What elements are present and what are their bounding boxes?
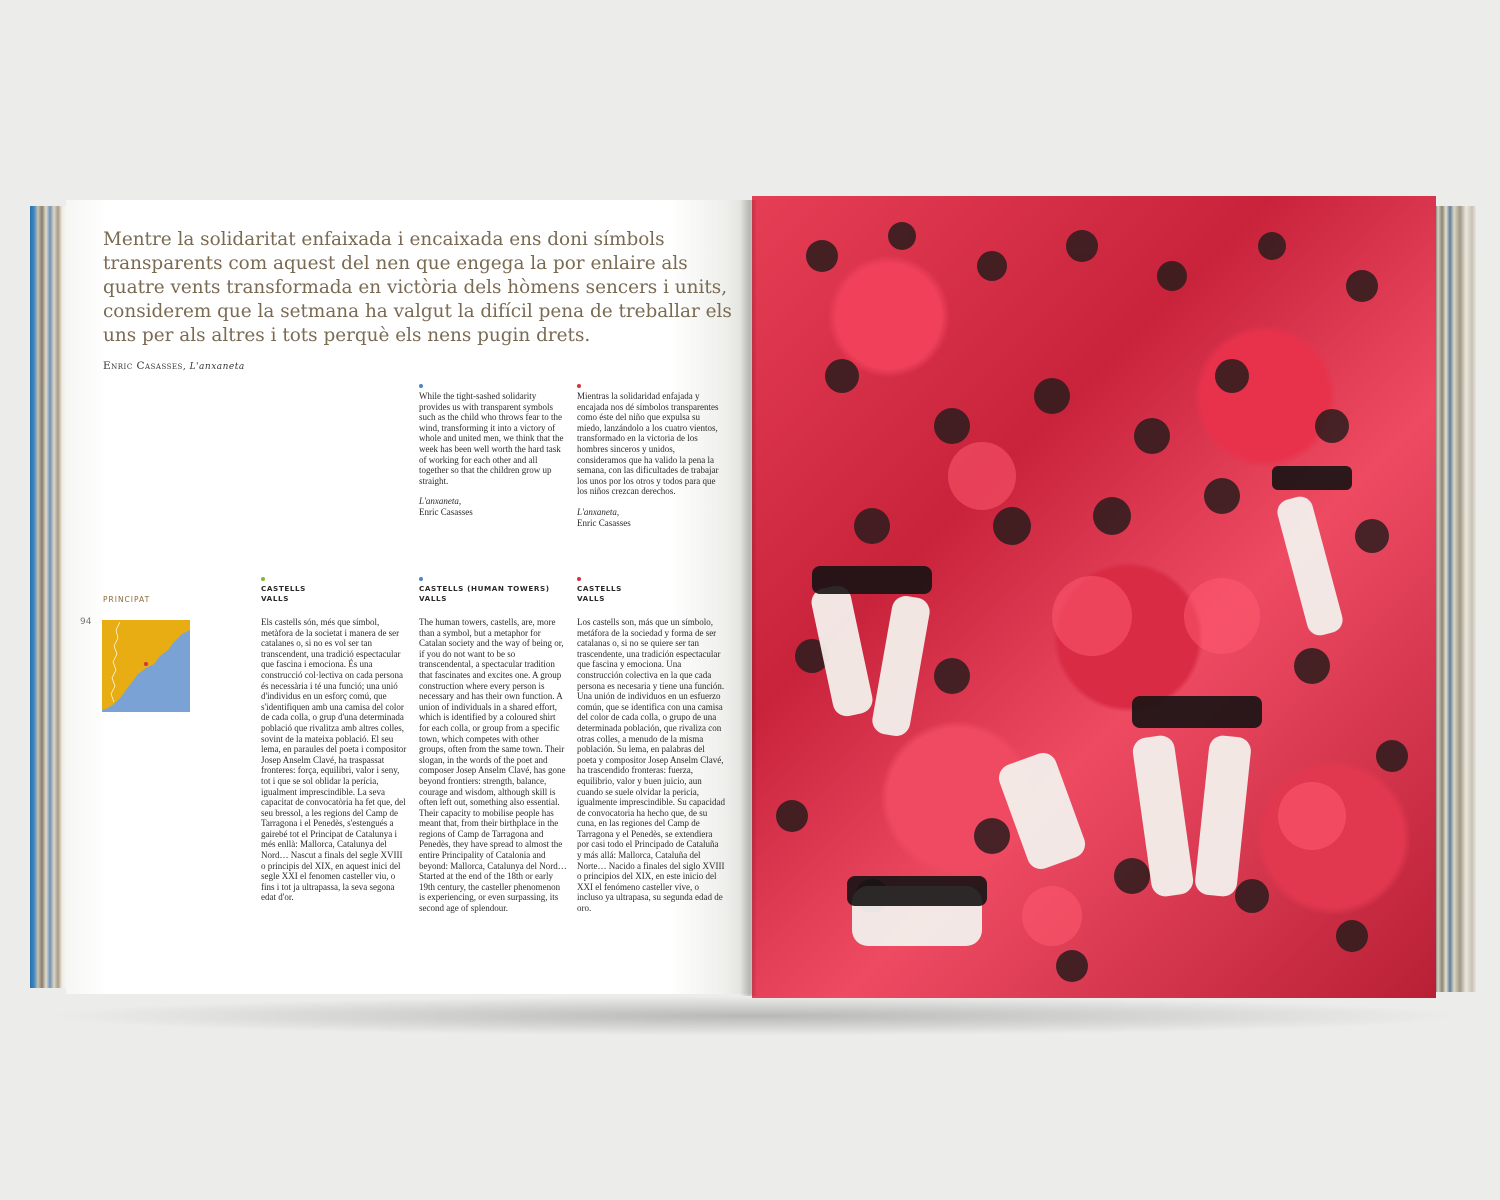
castellers-photo-illustration [752, 196, 1436, 998]
page-number: 94 [80, 617, 92, 627]
article-english-subtitle: VALLS [419, 593, 447, 603]
catalan-marker-icon [261, 577, 265, 581]
quote-author: Enric Casasses [103, 360, 183, 372]
english-marker-icon [419, 384, 423, 388]
spanish-marker-icon [577, 384, 581, 388]
quote-attribution: Enric Casasses, L'anxaneta [103, 360, 245, 372]
left-page-edges [30, 206, 70, 988]
article-english [419, 577, 567, 924]
book-shadow [40, 996, 1470, 1036]
quote-translation-spanish-text: Mientras la solidaridad enfajada y encajada nos dé símbolos transparentes como éste del niño que expulsa su miedo, lanzándolo a los cuatro vientos, transformado en la victoria de los hombres sinceros y unidos, consideramos que ha valido la pena la semana, con las dificultades de trabajar los unos por los otros y todos para que los niños crezcan derechos. [577, 391, 719, 497]
castellers-photo [752, 196, 1436, 998]
article-english-title: CASTELLS (HUMAN TOWERS) [419, 584, 550, 593]
quote-translation-english-text: While the tight-sashed solidarity provides us with transparent symbols such as the child who throws fear to the wind, transforming it into a victory of whole and united men, we think that the week has been well worth the hard task of working for each other and all together so that the children grow up straight. [419, 391, 564, 486]
article-spanish-heading [577, 584, 725, 603]
quote-translation-english [419, 384, 567, 518]
article-english-text: The human towers, castells, are, more than a symbol, but a metaphor for Catalan society and the way of being or, if you do not want to be so transcendental, a spectacular tradition that fascinates and excites one. A group construction where every person is necessary and has their own function. A union of individuals in a shared effort, which is identified by a coloured shirt for each colla, or group from a specific town, which competes with other groups, often from the same town. Their slogan, in the words of the poet and composer Josep Anselm Clavé, has gone beyond frontiers: strength, balance, courage and wisdom, although skill is often left out, something also essential. Their capacity to mobilise people has meant that, from their birthplace in the regions of Camp de Tarragona and Penedès, they have spread to almost the entire Principality of Catalonia and beyond: Mallorca, Catalunya del Nord… Started at the end of the 18th or early 19th century, the casteller phenomenon is experiencing, or even surpassing, its second age of splendour. [419, 617, 567, 914]
quote-translation-english-author: Enric Casasses [419, 506, 473, 517]
article-spanish-title: CASTELLS [577, 584, 622, 593]
article-catalan [261, 577, 409, 913]
pull-quote: Mentre la solidaritat enfaixada i encaixada ens doni símbols transparents com aquest del nen que engega la por enlaire als quatre vents transformada en victòria dels hòmens sencers i units, considerem que la setmana ha valgut la difícil pena de treballar els uns per als altres i tots perquè els nens pugin drets. [103, 229, 732, 346]
quote-translation-spanish [577, 384, 725, 528]
right-page-edges [1434, 206, 1476, 992]
section-label: PRINCIPAT [103, 595, 151, 604]
article-catalan-subtitle: VALLS [261, 593, 289, 603]
quote-translation-english-work: L'anxaneta, [419, 496, 462, 507]
map-location-marker [144, 662, 148, 666]
english-article-marker-icon [419, 577, 423, 581]
article-spanish-subtitle: VALLS [577, 593, 605, 603]
article-catalan-text: Els castells són, més que símbol, metàfora de la societat i manera de ser catalanes o, si no es vol ser tan transcendent, una tradició espectacular que fascina i emociona. És una construcció col·lectiva on cada persona és necessària i té una funció; una unió d'individus en un esforç comú, que s'identifiquen amb una camisa del color de cada colla, o grup d'una determinada població que rivalitza amb altres colles, sovint de la mateixa població. El seu lema, en paraules del poeta i compositor Josep Anselm Clavé, ha traspassat fronteres: força, equilibri, valor i seny, tot i que se sol oblidar la perícia, igualment imprescindible. La seva capacitat de convocatòria ha fet que, del seu bressol, a les regions del Camp de Tarragona i el Penedès, s'estengués a gairebé tot el Principat de Catalunya i més enllà: Mallorca, Catalunya del Nord… Nascut a finals del segle XVIII o principis del XIX, en aquest inici del segle XXI el fenomen casteller viu, o fins i tot ja ultrapassa, la seva segona edat d'or. [261, 617, 407, 903]
article-catalan-heading [261, 584, 409, 603]
spanish-article-marker-icon [577, 577, 581, 581]
article-english-heading [419, 584, 567, 603]
article-catalan-title: CASTELLS [261, 584, 306, 593]
quote-translation-spanish-author: Enric Casasses [577, 517, 631, 528]
article-spanish-text: Los castells son, más que un símbolo, metáfora de la sociedad y forma de ser catalanas o, si no se quiere ser tan trascendente, una tradición espectacular que fascina y emociona. Una construcción colectiva en la que cada persona es necesaria y tiene una función. Una unión de individuos en un esfuerzo común, que se identifica con una camisa del color de cada colla, o grupo de una determinada población, que rivaliza con otras colles, a menudo de la misma población. Su lema, en palabras del poeta y compositor Josep Anselm Clavé, ha trascendido fronteras: fuerza, equilibrio, valor y buen juicio, aun cuando se suele olvidar la pericia, igualmente imprescindible. Su capacidad de convocatoria ha hecho que, de su cuna, en las regiones del Camp de Tarragona y el Penedès, se extendiera por casi todo el Principado de Cataluña y más allá: Mallorca, Cataluña del Norte… Nacido a finales del siglo XVIII o principios del XIX, en este inicio del XXI el fenómeno casteller vive, o incluso ya ultrapasa, su segunda edad de oro. [577, 617, 725, 914]
location-map [102, 620, 190, 712]
quote-work: L'anxaneta [189, 362, 245, 372]
quote-translation-spanish-work: L'anxaneta, [577, 506, 620, 517]
article-spanish [577, 577, 725, 924]
book-gutter [740, 200, 756, 996]
